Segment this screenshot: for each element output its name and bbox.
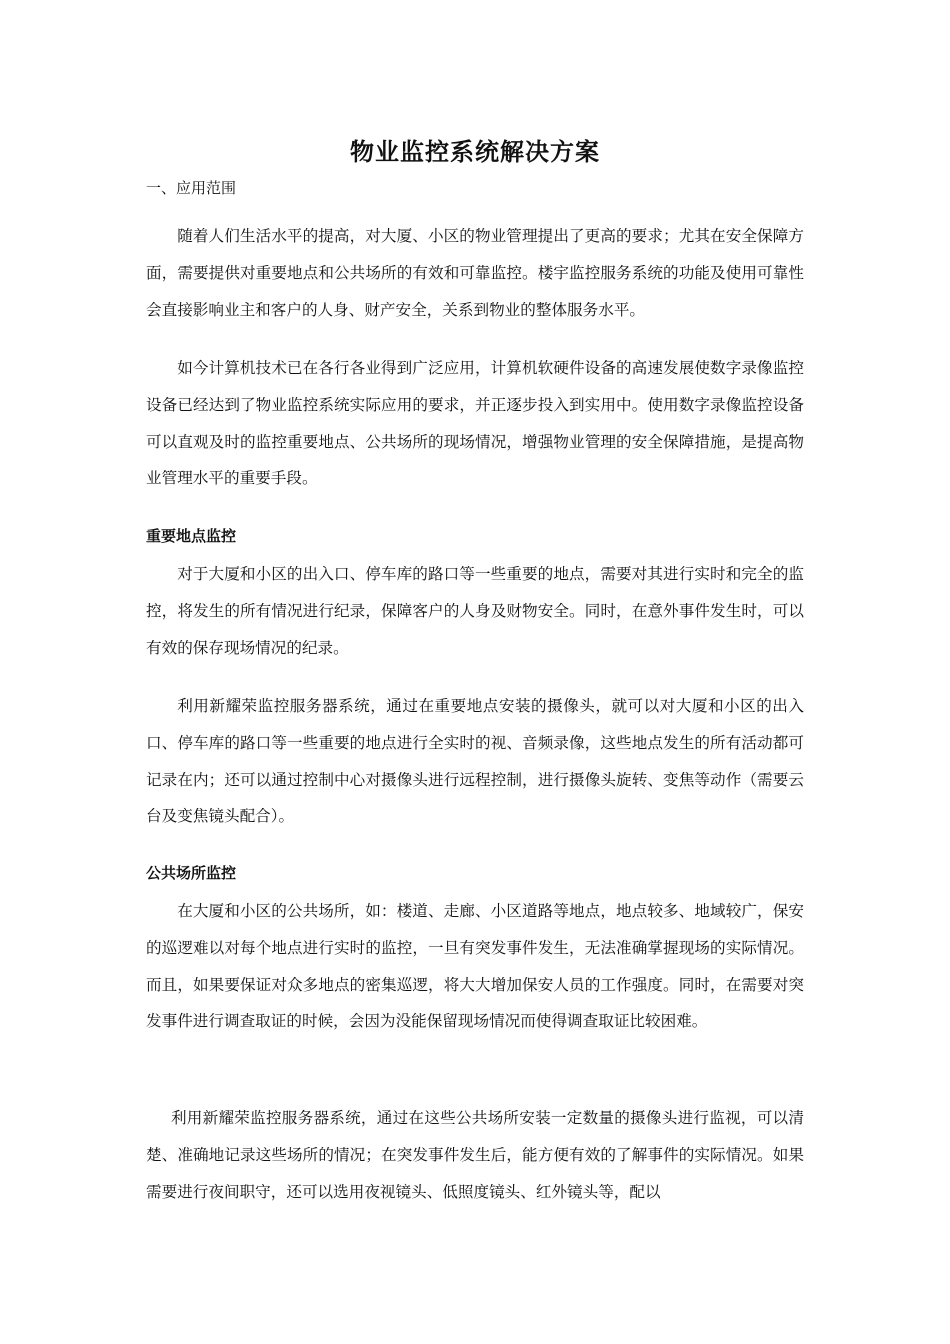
paragraph-5: 在大厦和小区的公共场所，如：楼道、走廊、小区道路等地点，地点较多、地域较广，保安的巡逻难以对每个地点进行实时的监控，一旦有突发事件发生，无法准确掌握现场的实际情况。而且，如果要保证对众多地点的密集巡逻，将大大增加保安人员的工作强度。同时，在需要对突发事件进行调查取证的时候，会因为没能保留现场情况而使得调查取证比较困难。 xyxy=(146,902,804,1031)
paragraph-6: 利用新耀荣监控服务器系统，通过在这些公共场所安装一定数量的摄像头进行监视，可以清楚、准确地记录这些场所的情况；在突发事件发生后，能方便有效的了解事件的实际情况。如果需要进行夜间职守，还可以选用夜视镜头、低照度镜头、红外镜头等，配以 xyxy=(146,1109,804,1201)
paragraph-1: 随着人们生活水平的提高，对大厦、小区的物业管理提出了更高的要求；尤其在安全保障方面，需要提供对重要地点和公共场所的有效和可靠监控。楼宇监控服务系统的功能及使用可靠性会直接影响业主和客户的人身、财产安全，关系到物业的整体服务水平。 xyxy=(146,227,804,319)
subheading-public-area-monitoring: 公共场所监控 xyxy=(146,864,237,882)
paragraph-3: 对于大厦和小区的出入口、停车库的路口等一些重要的地点，需要对其进行实时和完全的监控，将发生的所有情况进行纪录，保障客户的人身及财物安全。同时，在意外事件发生时，可以有效的保存现场情况的纪录。 xyxy=(146,565,804,657)
paragraph-4: 利用新耀荣监控服务器系统，通过在重要地点安装的摄像头，就可以对大厦和小区的出入口、停车库的路口等一些重要的地点进行全实时的视、音频录像，这些地点发生的所有活动都可记录在内；还可以通过控制中心对摄像头进行远程控制，进行摄像头旋转、变焦等动作（需要云台及变焦镜头配合）。 xyxy=(146,697,804,826)
document-title: 物业监控系统解决方案 xyxy=(350,137,600,166)
subheading-key-location-monitoring: 重要地点监控 xyxy=(146,527,237,545)
paragraph-2: 如今计算机技术已在各行各业得到广泛应用，计算机软硬件设备的高速发展使数字录像监控设备已经达到了物业监控系统实际应用的要求，并正逐步投入到实用中。使用数字录像监控设备可以直观及时的监控重要地点、公共场所的现场情况，增强物业管理的安全保障措施，是提高物业管理水平的重要手段。 xyxy=(146,359,804,488)
section-heading-application-scope: 一、应用范围 xyxy=(146,179,237,197)
